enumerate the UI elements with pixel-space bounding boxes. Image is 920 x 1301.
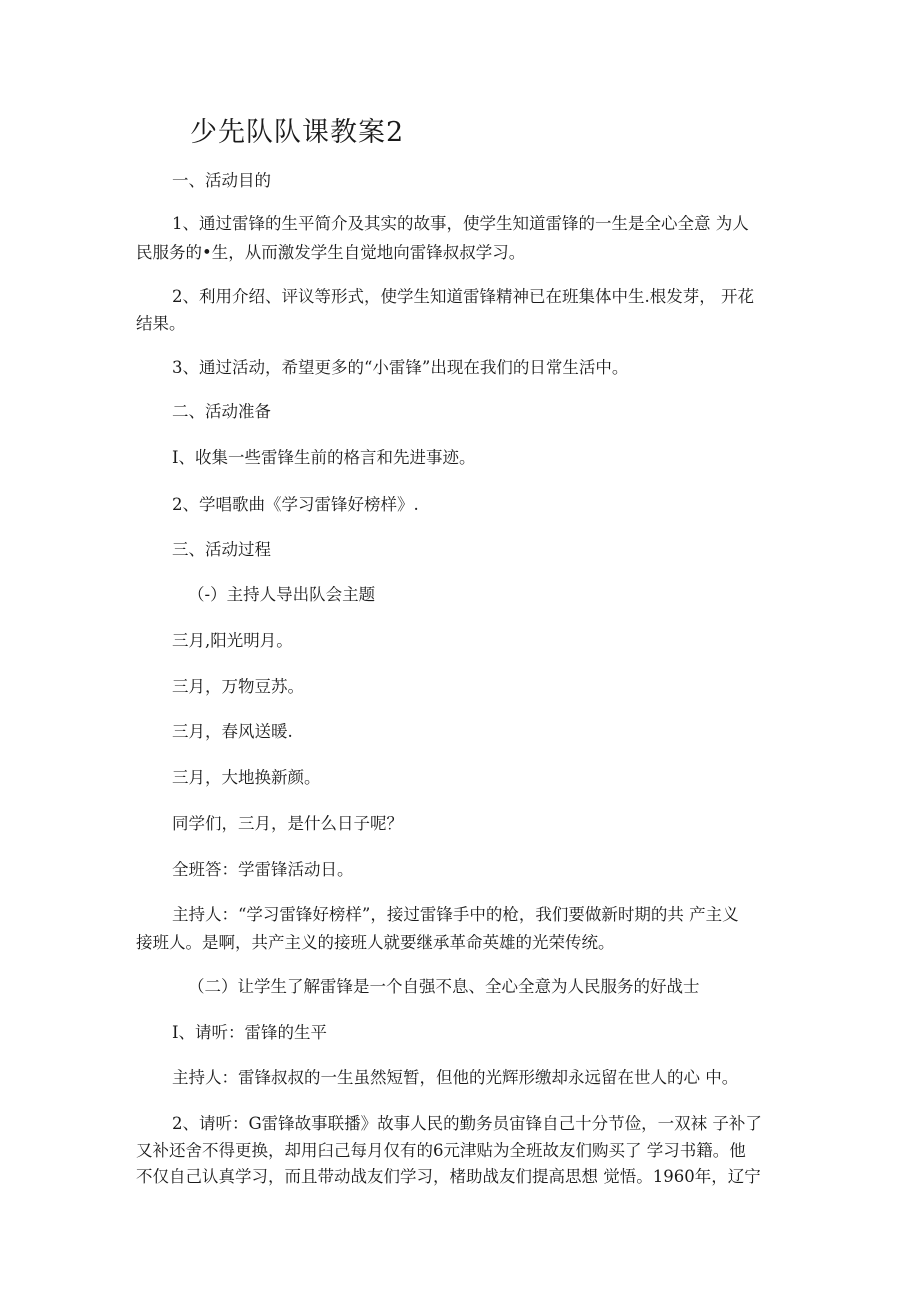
paragraph-line: 三月，万物豆苏。 — [172, 677, 304, 696]
paragraph-line: 又补还舍不得更换，却用臼己每月仅有的6元津贴为全班故友们购买了 学习书籍。他 — [136, 1141, 746, 1160]
paragraph-line: 主持人：雷锋叔叔的一生虽然短暂，但他的光辉形缴却永远留在世人的心 中。 — [172, 1068, 739, 1087]
paragraph-line: 结果。 — [136, 314, 186, 333]
paragraph-line: 2、利用介绍、评议等形式，使学生知道雷锋精神已在班集体中生.根发芽， 开花 — [172, 287, 754, 306]
paragraph-line: 三月，大地换新颜。 — [172, 768, 321, 787]
paragraph-line: 接班人。是啊，共产主义的接班人就要继承革命英雄的光荣传统。 — [136, 933, 615, 952]
paragraph-line: I、请听：雷锋的生平 — [172, 1023, 328, 1042]
section-heading-preparation: 二、活动准备 — [172, 402, 271, 421]
paragraph-line: 同学们，三月，是什么日子呢？ — [172, 814, 403, 833]
section-heading-goals: 一、活动目的 — [172, 171, 271, 190]
section-heading-process: 三、活动过程 — [172, 540, 271, 559]
paragraph-line: 三月，春风送暖. — [172, 722, 293, 741]
paragraph-line: 民服务的•生，从而激发学生自觉地向雷锋叔叔学习。 — [136, 243, 526, 262]
paragraph-line: 2、学唱歌曲《学习雷锋好榜样》. — [172, 495, 419, 514]
document-title: 少先队队课教案2 — [190, 117, 405, 148]
paragraph-line: 全班答：学雷锋活动日。 — [172, 860, 354, 879]
paragraph-line: 不仅自己认真学习，而且带动战友们学习，楮助战友们提高思想 觉悟。1960年，辽宁 — [136, 1167, 761, 1186]
paragraph-line: 3、通过活动，希望更多的“小雷锋”出现在我们的日常生活中。 — [172, 358, 629, 377]
subsection-heading: （二）让学生了解雷锋是一个自强不息、全心全意为人民服务的好战士 — [188, 977, 700, 996]
paragraph-line: 三月,阳光明月。 — [172, 631, 293, 650]
subsection-heading: （-）主持人导出队会主题 — [188, 585, 376, 604]
paragraph-line: 主持人：“学习雷锋好榜样”，接过雷锋手中的枪，我们要做新时期的共 产主义 — [172, 905, 739, 924]
paragraph-line: I、收集一些雷锋生前的格言和先进事迹。 — [172, 448, 476, 467]
paragraph-line: 2、请听：G雷锋故事联播》故事人民的勤务员宙锋自己十分节俭，一双袜 子补了 — [172, 1114, 762, 1133]
paragraph-line: 1、通过雷锋的生平简介及其实的故事，使学生知道雷锋的一生是全心全意 为人 — [172, 214, 749, 233]
